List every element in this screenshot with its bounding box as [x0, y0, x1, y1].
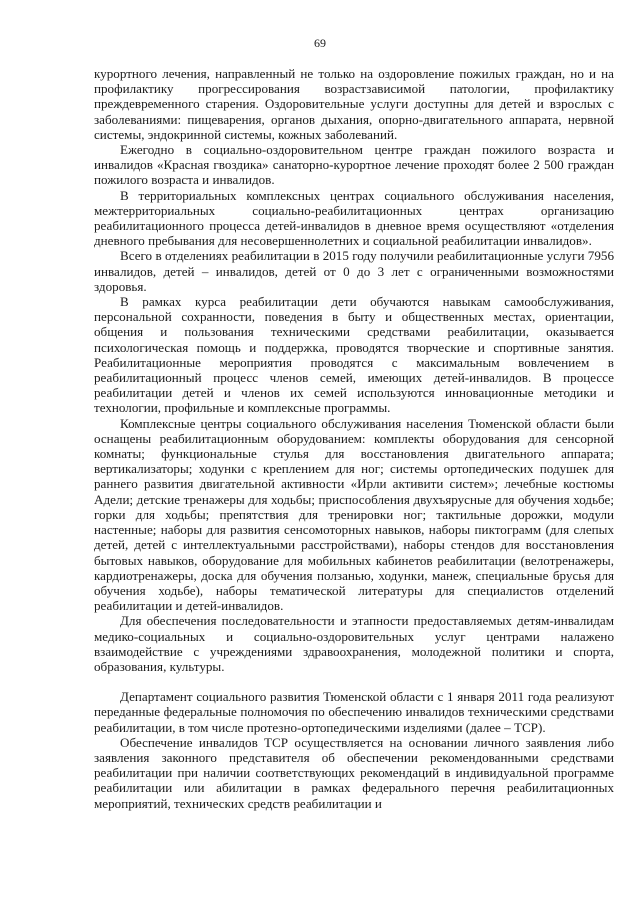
- paragraph-3: В территориальных комплексных центрах социального обслуживания населения, межтерриториальных социально-реабилитационных центрах организацию реабилитационного процесса детей-инвалидов в дневное время осуществляют «отделения дневного пребывания для несовершеннолетних и социальной реабилитации инвалидов».: [94, 187, 614, 249]
- paragraph-5: В рамках курса реабилитации дети обучаются навыкам самообслуживания, персональной сохранности, поведения в быту и общественных местах, ориентации, общения и пользования техническими средствами реабилитации, оказывается психологическая помощь и поддержка, проводятся творческие и спортивные занятия. Реабилитационные мероприятия проводятся с максимальным вовлечением в реабилитационный процесс членов семей, имеющих детей-инвалидов. В процессе реабилитации детей и членов их семей используются инновационные методики и технологии, профильные и комплексные программы.: [94, 294, 614, 416]
- paragraph-7: Для обеспечения последовательности и этапности предоставляемых детям-инвалидам медико-социальных и социально-оздоровительных услуг центрами налажено взаимодействие с учреждениями здравоохранения, молодежной политики и спорта, образования, культуры.: [94, 613, 614, 674]
- page-number: 69: [314, 36, 326, 50]
- paragraph-4: Всего в отделениях реабилитации в 2015 году получили реабилитационные услуги 7956 инвалидов, детей – инвалидов, детей от 0 до 3 лет с ограниченными возможностями здоровья.: [94, 248, 614, 294]
- paragraph-9: Обеспечение инвалидов ТСР осуществляется на основании личного заявления либо заявления законного представителя об обеспечении рекомендованными средствами реабилитации при наличии соответствующих рекомендаций в индивидуальной программе реабилитации или абилитации в рамках федерального перечня реабилитационных мероприятий, технических средств реабилитации и: [94, 734, 614, 811]
- document-body: [94, 66, 614, 811]
- paragraph-6: Комплексные центры социального обслуживания населения Тюменской области были оснащены реабилитационным оборудованием: комплекты оборудования для сенсорной комнаты; функциональные стулья для восстановления двигательного аппарата; вертикализаторы; ходунки с креплением для ног; системы ортопедических подушек для раннего развития двигательной активности «Ирли активити систем»; лечебные костюмы Адели; детские тренажеры для ходьбы; приспособления двухъярусные для обучения ходьбе; горки для ходьбы; препятствия для тренировки ног; тактильные дорожки, модули настенные; наборы для развития сенсомоторных навыков, наборы пиктограмм (для слепых детей, детей с интеллектуальными расстройствами), наборы стендов для восстановления бытовых навыков, оборудование для мобильных кабинетов реабилитации (велотренажеры, кардиотренажеры, доска для обучения ползанью, ходунки, манеж, специальные брусья для обучения ходьбе), наборы тематической литературы для специалистов отделений реабилитации и детей-инвалидов.: [94, 415, 614, 614]
- paragraph-1: курортного лечения, направленный не только на оздоровление пожилых граждан, но и на профилактику прогрессирования возрастзависимой патологии, профилактику преждевременного старения. Оздоровительные услуги доступны для детей и взрослых с заболеваниями: пищеварения, органов дыхания, опорно-двигательного аппарата, нервной системы, эндокринной системы, кожных заболеваний.: [94, 66, 614, 142]
- paragraph-8: Департамент социального развития Тюменской области с 1 января 2011 года реализуют переданные федеральные полномочия по обеспечению инвалидов техническими средствами реабилитации, в том числе протезно-ортопедическими изделиями (далее – ТСР).: [94, 689, 614, 735]
- paragraph-2: Ежегодно в социально-оздоровительном центре граждан пожилого возраста и инвалидов «Красная гвоздика» санаторно-курортное лечение проходят более 2 500 граждан пожилого возраста и инвалидов.: [94, 142, 614, 188]
